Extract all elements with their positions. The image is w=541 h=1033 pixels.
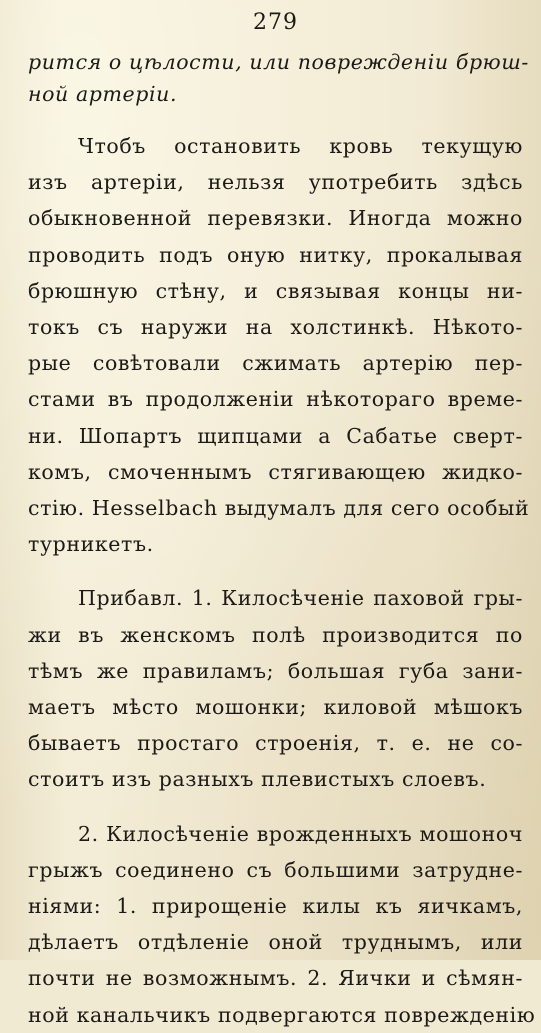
text-line: тѣмъ же правиламъ; большая губа зани- [28, 658, 523, 683]
paragraph-gap [28, 110, 523, 128]
text-line: почти не возможнымъ. 2. Яички и сѣмян- [28, 966, 523, 991]
text-line: рится о цѣлости, или поврежденіи брюш- [28, 50, 529, 74]
text-line: комъ, смоченнымъ стягивающею жидко- [28, 459, 523, 484]
text-line: ной артеріи. [28, 82, 178, 106]
paragraph-gap [28, 798, 523, 816]
text-line: стію. Hesselbach выдумалъ для сего особый [28, 496, 530, 521]
text-line: изъ артеріи, нельзя употребить здѣсь [28, 170, 523, 195]
paragraph-addition-2 [28, 816, 536, 1033]
text-line: проводить подъ оную нитку, прокалывая [28, 242, 523, 267]
text-line: обыкновенной перевязки. Иногда можно [28, 206, 523, 231]
text-line: ной канальчикъ подвергаются поврежденію [28, 1002, 536, 1027]
text-line: жи въ женскомъ полѣ производится по [28, 622, 523, 647]
text-line: турникетъ. [28, 532, 154, 557]
text-line: 2. Килосѣченіе врожденныхъ мошоноч [78, 821, 523, 846]
text-line: маетъ мѣсто мошонки; киловой мѣшокъ [28, 695, 523, 720]
text-line: грыжъ соединено съ большими затрудне- [28, 857, 523, 882]
text-line: ніями: 1. прирощеніе килы къ яичкамъ, [28, 894, 523, 919]
text-line: дѣлаетъ отдѣленіе оной труднымъ, или [28, 930, 523, 955]
text-line: ни. Шопартъ щипцами а Сабатье сверт- [28, 423, 523, 448]
text-line: Чтобъ остановить кровь текущую [78, 134, 523, 158]
text-line: стами въ продолженіи нѣкотораго време- [28, 387, 523, 412]
paragraph-continuation [28, 46, 529, 110]
paragraph-gap [28, 562, 523, 580]
text-line: бываетъ простаго строенія, т. е. не со- [28, 731, 523, 756]
page-number: 279 [253, 10, 298, 35]
text-line: Прибавл. 1. Килосѣченіе паховой гры- [78, 586, 523, 611]
text-line: стоитъ изъ разныхъ плевистыхъ слоевъ. [28, 767, 487, 792]
text-line: рые совѣтовали сжимать артерію пер- [28, 351, 523, 376]
paragraph-addition-1 [28, 580, 523, 797]
text-line: токъ съ наружи на холстинкѣ. Нѣкото- [28, 315, 523, 340]
paragraph-bleeding [28, 128, 530, 562]
text-line: брюшную стѣну, и связывая концы ни- [28, 278, 523, 303]
